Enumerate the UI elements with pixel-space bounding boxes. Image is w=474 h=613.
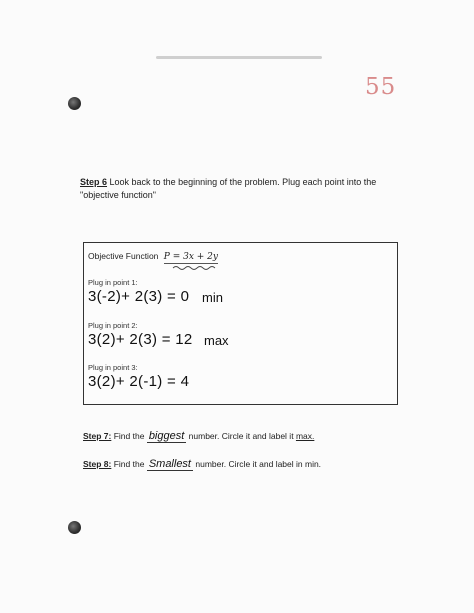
plug-point-1-label: Plug in point 1: <box>88 278 138 287</box>
step-7-before: Find the <box>113 431 145 441</box>
step-8-before: Find the <box>113 459 145 469</box>
objective-function-label: Objective Function <box>88 251 159 261</box>
plug-point-1-note: min <box>202 290 223 305</box>
objective-function-equation: P = 3x + 2y <box>163 252 218 262</box>
plug-point-3-work: 3(2)+ 2(-1) = 4 <box>88 373 190 390</box>
step-6-text: Look back to the beginning of the problem. Plug each point into the "objective function" <box>80 177 377 200</box>
objective-function-box <box>83 242 398 405</box>
plug-point-2-work: 3(2)+ 2(3) = 12 <box>88 331 193 348</box>
step-7-line <box>83 430 314 443</box>
binder-hole-bottom <box>68 521 81 534</box>
step-6-label: Step 6 <box>80 177 108 187</box>
step-8-line <box>83 458 321 471</box>
plug-point-3-label: Plug in point 3: <box>88 363 138 372</box>
step-7-answer: biggest <box>148 430 185 442</box>
plug-point-1-work: 3(-2)+ 2(3) = 0 <box>88 288 190 305</box>
step-6-instruction <box>80 176 400 202</box>
step-7-after: number. Circle it and label it <box>188 431 294 441</box>
squiggle-underline <box>172 265 218 271</box>
binder-hole-top <box>68 97 81 110</box>
page-number: 55 <box>365 74 397 100</box>
step-8-label: Step 8: <box>83 459 112 469</box>
step-7-tail: max. <box>295 431 315 441</box>
step-8-after: number. Circle it and label in min. <box>195 459 322 469</box>
objective-function-line <box>88 251 218 262</box>
step-7-label: Step 7: <box>83 431 112 441</box>
plug-point-2-label: Plug in point 2: <box>88 321 138 330</box>
plug-point-2-note: max <box>204 333 229 348</box>
step-8-answer: Smallest <box>148 458 191 470</box>
top-rule <box>156 56 322 59</box>
